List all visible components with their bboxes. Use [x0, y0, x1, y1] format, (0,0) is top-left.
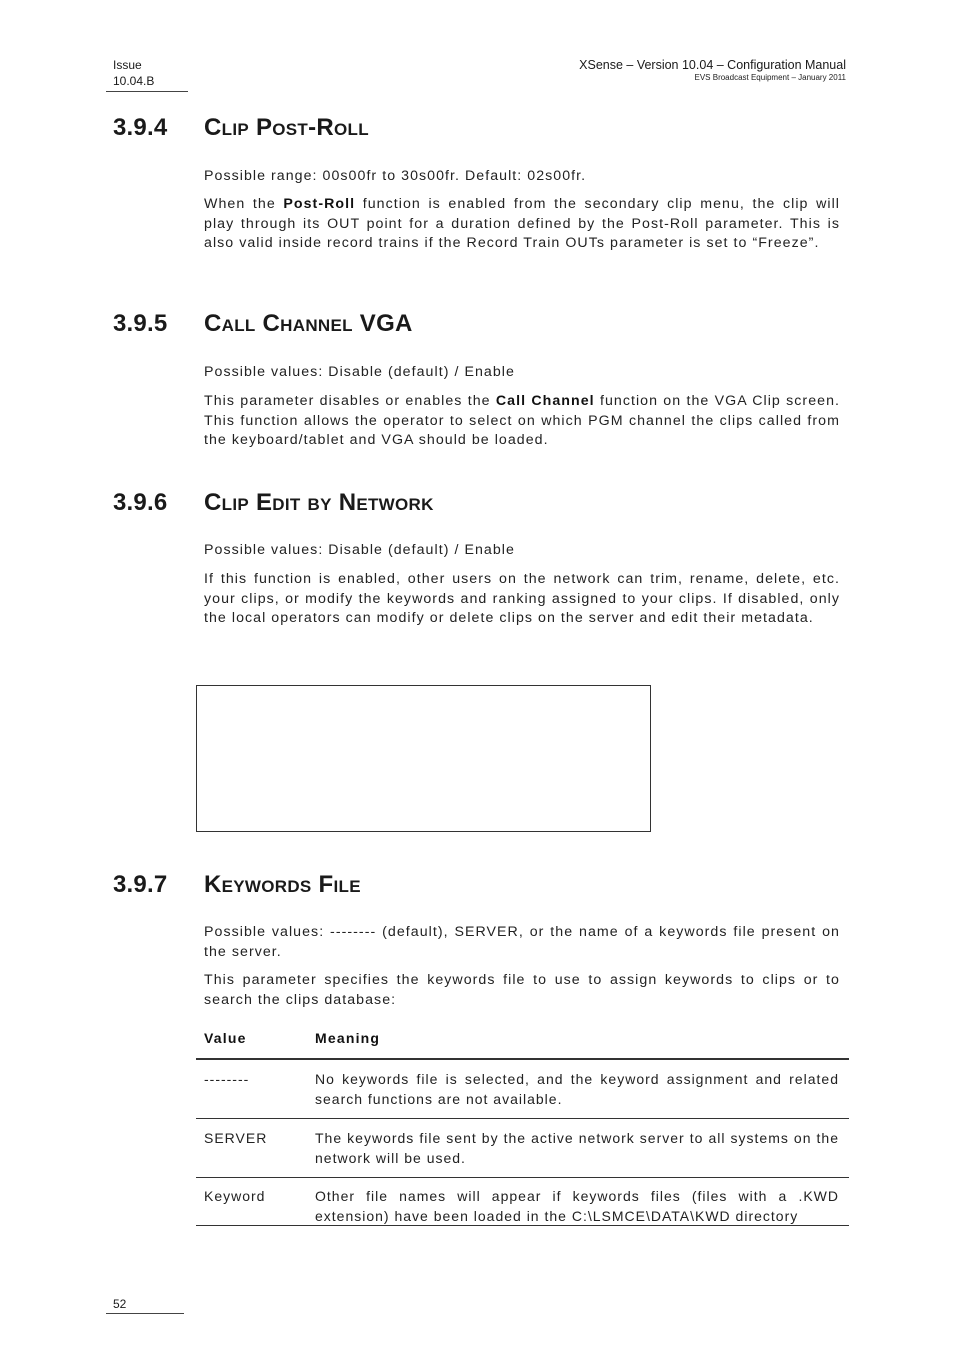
- header-title-block: [579, 57, 846, 83]
- bold-term: Call Channel: [495, 393, 595, 409]
- section-number: 3.9.4: [113, 114, 168, 141]
- paragraph: Possible range: 00s00fr to 30s00fr. Default: 02s00fr.: [204, 168, 587, 184]
- paragraph: When the Post-Roll function is enabled from the secondary clip menu, the clip will play through its OUT point for a duration defined by the Post-Roll parameter. This is also valid inside record trains if the Record Train OUTs parameter is set to “Freeze”.: [204, 196, 841, 251]
- section-heading-3-9-4: [113, 114, 369, 148]
- section-title: Clip Edit by Network: [204, 489, 434, 516]
- page-number: 52: [113, 1297, 127, 1311]
- section-number: 3.9.7: [113, 871, 168, 898]
- table-cell-value: --------: [204, 1071, 250, 1087]
- table-row-rule: [196, 1118, 849, 1119]
- table-cell-meaning: The keywords file sent by the active network server to all systems on the network will be used.: [315, 1130, 839, 1166]
- bold-term: Post-Roll: [283, 196, 356, 212]
- table-bottom-rule: [196, 1225, 849, 1226]
- section-title: Clip Post-Roll: [204, 114, 369, 141]
- paragraph: Possible values: -------- (default), SERVER, or the name of a keywords file present on the server.: [204, 924, 840, 960]
- issue-label: Issue: [113, 58, 142, 72]
- section-heading-3-9-5: [113, 310, 413, 344]
- section-heading-3-9-6: [113, 489, 434, 523]
- paragraph: This parameter specifies the keywords file to use to assign keywords to clips or to search the clips database:: [204, 972, 840, 1008]
- table-cell-value: Keyword: [204, 1188, 266, 1204]
- section-title: Keywords File: [204, 871, 361, 898]
- table-cell-meaning: Other file names will appear if keywords files (files with a .KWD extension) have been loaded in the C:\LSMCE\DATA\KWD directory: [315, 1188, 839, 1224]
- section-heading-3-9-7: [113, 871, 361, 905]
- paragraph: Possible values: Disable (default) / Enable: [204, 364, 515, 380]
- paragraph: If this function is enabled, other users on the network can trim, rename, delete, etc. your clips, or modify the keywords and ranking assigned to your clips. If disabled, only the local operators can modify or delete clips on the server and edit their metadata.: [204, 571, 840, 626]
- section-title: Call Channel VGA: [204, 310, 413, 337]
- issue-block: [113, 57, 185, 89]
- document-title: XSense – Version 10.04 – Configuration Manual: [579, 58, 846, 72]
- section-number: 3.9.6: [113, 489, 168, 516]
- table-header-meaning: Meaning: [315, 1030, 381, 1046]
- footer-rule: [106, 1313, 184, 1314]
- header-left-rule: [106, 91, 188, 92]
- table-cell-value: SERVER: [204, 1130, 268, 1146]
- paragraph: This parameter disables or enables the Call Channel function on the VGA Clip screen. This function allows the operator to select on which PGM channel the clips called from the keyboard/tablet and VGA should be loaded.: [204, 393, 841, 448]
- issue-number: 10.04.B: [113, 74, 155, 88]
- paragraph: Possible values: Disable (default) / Enable: [204, 542, 515, 558]
- document-subtitle: EVS Broadcast Equipment – January 2011: [694, 73, 846, 82]
- table-header-rule: [196, 1058, 849, 1060]
- table-row-rule: [196, 1177, 849, 1178]
- section-number: 3.9.5: [113, 310, 168, 337]
- table-cell-meaning: No keywords file is selected, and the keyword assignment and related search functions are not available.: [315, 1071, 839, 1107]
- table-header-value: Value: [204, 1030, 247, 1046]
- empty-frame: [196, 685, 651, 832]
